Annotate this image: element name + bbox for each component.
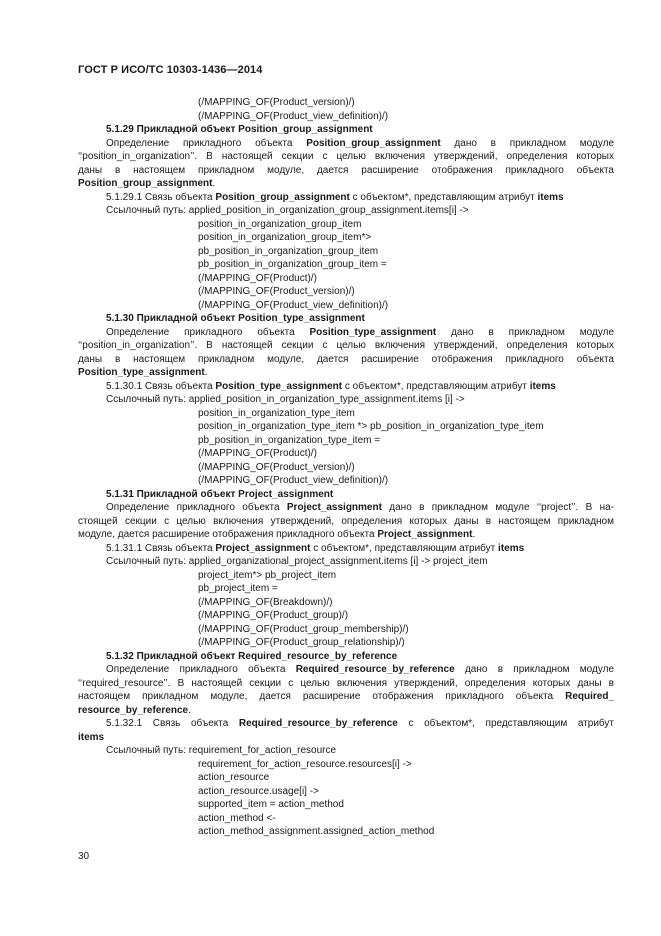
mapping-line: pb_position_in_organization_group_item = — [198, 259, 387, 270]
paragraph-line: стоящей секции с целью включения утверждений, определения которых даны в настоящем прикладном — [78, 515, 614, 527]
paragraph-line: Position_type_assignment. — [78, 367, 208, 378]
mapping-line: pb_position_in_organization_group_item — [198, 245, 379, 257]
reference-path-line: Ссылочный путь: requirement_for_action_resource — [106, 745, 337, 756]
mapping-line: action_method <- — [198, 812, 276, 824]
mapping-line: project_item*> pb_project_item — [198, 569, 337, 581]
document-header: ГОСТ Р ИСО/ТС 10303-1436—2014 — [78, 64, 263, 76]
mapping-line: (/MAPPING_OF(Product_group)/) — [198, 610, 349, 621]
mapping-line: (/MAPPING_OF(Product)/) — [198, 448, 317, 459]
paragraph-line: Определение прикладного объекта Position_type_assignment дано в прикладном модуле — [106, 326, 615, 338]
paragraph-line: даны в настоящем прикладном модуле, дается расширение отображения прикладного объекта — [78, 164, 614, 176]
paragraph-line: Определение прикладного объекта Required_resource_by_reference дано в прикладном модуле — [106, 664, 615, 675]
section-heading-5-1-29: 5.1.29 Прикладной объект Position_group_assignment — [106, 124, 373, 135]
mapping-line: (/MAPPING_OF(Product_version)/) — [198, 461, 355, 473]
mapping-line: (/MAPPING_OF(Product_version)/) — [198, 286, 355, 297]
page-number: 30 — [78, 851, 90, 862]
mapping-line: position_in_organization_type_item *> pb_position_in_organization_type_item — [198, 421, 544, 432]
section-heading-5-1-32: 5.1.32 Прикладной объект Required_resource_by_reference — [106, 650, 398, 662]
mapping-line: (/MAPPING_OF(Product_view_definition)/) — [198, 110, 389, 122]
paragraph-line: Position_group_assignment. — [78, 178, 216, 189]
document-body — [78, 96, 614, 839]
mapping-line: position_in_organization_group_item*> — [198, 232, 372, 243]
paragraph-line: даны в настоящем прикладном модуле, дается расширение отображения прикладного объекта — [78, 353, 614, 365]
paragraph-line: resource_by_reference. — [78, 704, 191, 716]
paragraph-line: модуле, дается расширение отображения прикладного объекта Project_assignment. — [78, 529, 476, 540]
mapping-line: position_in_organization_type_item — [198, 407, 355, 419]
mapping-line: (/MAPPING_OF(Product_group_relationship)/) — [198, 637, 405, 648]
mapping-line: (/MAPPING_OF(Product_view_definition)/) — [198, 299, 389, 311]
paragraph-line: Определение прикладного объекта Project_assignment дано в прикладном модуле ‘‘project’’. В на- — [106, 502, 614, 513]
paragraph-line: ‘‘position_in_organization’’. В настоящей секции с целью включения утверждений, определения которых — [78, 151, 614, 162]
paragraph-line: Определение прикладного объекта Position_group_assignment дано в прикладном модуле — [106, 137, 615, 149]
mapping-line: requirement_for_action_resource.resources[i] -> — [198, 758, 412, 770]
mapping-line: pb_project_item = — [198, 583, 278, 594]
paragraph-line: ‘‘position_in_organization’’. В настоящей секции с целью включения утверждений, определения которых — [78, 340, 614, 351]
subsection-line: items — [78, 731, 105, 743]
subsection-line: 5.1.30.1 Связь объекта Position_type_assignment с объектом*, представляющим атрибут items — [106, 380, 556, 392]
reference-path-line: Ссылочный путь: applied_organizational_project_assignment.items [i] -> project_item — [106, 556, 488, 567]
section-heading-5-1-30: 5.1.30 Прикладной объект Position_type_assignment — [106, 313, 365, 324]
mapping-line: action_method_assignment.assigned_action_method — [198, 826, 435, 837]
mapping-line: (/MAPPING_OF(Product)/) — [198, 272, 317, 284]
section-heading-5-1-31: 5.1.31 Прикладной объект Project_assignment — [106, 488, 334, 500]
mapping-line: pb_position_in_organization_type_item = — [198, 434, 381, 446]
mapping-line: (/MAPPING_OF(Product_view_definition)/) — [198, 475, 389, 486]
subsection-line: 5.1.32.1 Связь объекта Required_resource_by_reference с объектом*, представляющим атрибут — [106, 718, 614, 729]
subsection-line: 5.1.29.1 Связь объекта Position_group_assignment с объектом*, представляющим атрибут items — [106, 191, 564, 203]
mapping-line: (/MAPPING_OF(Product_version)/) — [198, 97, 355, 108]
mapping-line: (/MAPPING_OF(Product_group_membership)/) — [198, 623, 409, 635]
mapping-line: position_in_organization_group_item — [198, 218, 362, 230]
reference-path-line: Ссылочный путь: applied_position_in_organization_type_assignment.items [i] -> — [106, 394, 465, 405]
mapping-line: (/MAPPING_OF(Breakdown)/) — [198, 596, 333, 608]
reference-path-line: Ссылочный путь: applied_position_in_organization_group_assignment.items[i] -> — [106, 205, 469, 216]
paragraph-line: настоящем прикладном модуле, дается расширение отображения прикладного объекта Required_ — [78, 691, 614, 702]
mapping-line: action_resource.usage[i] -> — [198, 785, 319, 797]
mapping-line: action_resource — [198, 772, 270, 783]
mapping-line: supported_item = action_method — [198, 799, 344, 810]
paragraph-line: ‘‘required_resource’’. В настоящей секции с целью включения утверждений, определения которых даны в — [78, 677, 614, 689]
subsection-line: 5.1.31.1 Связь объекта Project_assignment с объектом*, представляющим атрибут items — [106, 542, 525, 554]
